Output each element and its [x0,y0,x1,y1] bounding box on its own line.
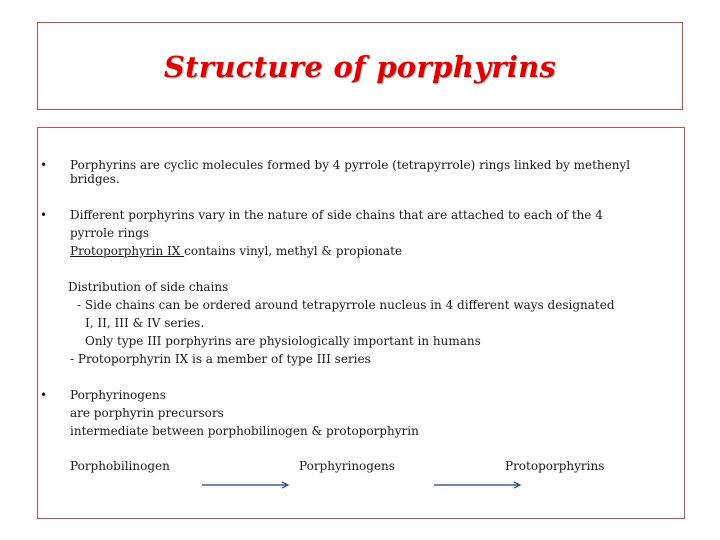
bullet-3-line-3: intermediate between porphobilinogen & protoporphyrin [70,424,419,438]
bullet-1-line-2: bridges. [70,172,120,186]
bullet-1-line-1: Porphyrins are cyclic molecules formed by 4 pyrrole (tetrapyrrole) rings linked by methenyl [70,158,631,172]
bullet-3-line-1: Porphyrinogens [70,388,166,402]
bullet-2-line-2: pyrrole rings [70,226,150,240]
page-title: Structure of porphyrins [163,50,557,84]
bullet-2-line-3-rest: contains vinyl, methyl & propionate [184,244,403,258]
distribution-line-2: I, II, III & IV series. [85,316,205,330]
bullet-3-line-2: are porphyrin precursors [70,406,224,420]
distribution-line-3: Only type III porphyrins are physiologically important in humans [85,334,481,348]
distribution-line-4: - Protoporphyrin IX is a member of type III series [70,352,371,366]
bullet-1-marker: • [40,158,48,172]
pathway-step-porphyrinogens: Porphyrinogens [299,459,395,473]
distribution-line-1: - Side chains can be ordered around tetrapyrrole nucleus in 4 different ways designated [77,298,615,312]
pathway-step-porphobilinogen: Porphobilinogen [70,459,170,473]
arrow-right-icon [434,480,524,482]
bullet-2-line-3 [70,244,402,259]
arrow-right-icon [202,480,292,482]
protoporphyrin-ix-underlined: Protoporphyrin IX [70,244,185,258]
bullet-2-marker: • [40,208,48,222]
distribution-heading: Distribution of side chains [68,280,229,294]
bullet-3-marker: • [40,388,48,402]
bullet-2-line-1: Different porphyrins vary in the nature of side chains that are attached to each of the 4 [70,208,603,222]
pathway-step-protoporphyrins: Protoporphyrins [505,459,605,473]
